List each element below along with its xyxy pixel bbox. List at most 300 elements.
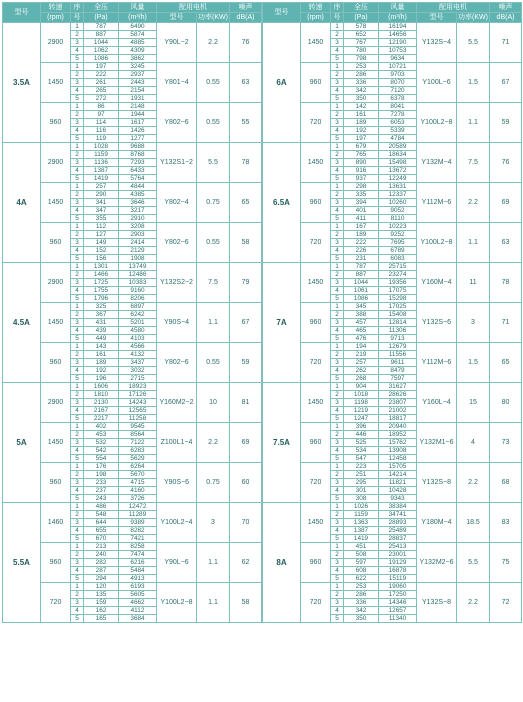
flow-cell: 2129 xyxy=(119,247,157,255)
seq-cell: 1 xyxy=(331,543,344,551)
pressure-cell: 162 xyxy=(84,607,119,615)
power-cell: 5.5 xyxy=(197,143,230,183)
seq-cell: 3 xyxy=(331,199,344,207)
motor-model-cell: Y100L−6 xyxy=(417,63,457,103)
pressure-cell: 2130 xyxy=(84,399,119,407)
flow-cell: 19356 xyxy=(379,279,417,287)
flow-cell: 12190 xyxy=(379,39,417,47)
table-row xyxy=(3,303,262,311)
speed-cell: 2900 xyxy=(41,143,71,183)
header-pressure-unit: (Pa) xyxy=(84,13,119,23)
seq-cell: 5 xyxy=(331,495,344,503)
fan-type: 4.5A xyxy=(3,263,41,383)
speed-cell: 1450 xyxy=(41,63,71,103)
noise-cell: 58 xyxy=(230,223,262,263)
flow-cell: 6897 xyxy=(119,303,157,311)
flow-cell: 4385 xyxy=(119,191,157,199)
flow-cell: 15298 xyxy=(379,295,417,303)
seq-cell: 1 xyxy=(331,263,344,271)
pressure-cell: 253 xyxy=(344,63,379,71)
seq-cell: 3 xyxy=(71,239,84,247)
motor-model-cell: Y132S−8 xyxy=(417,583,457,623)
seq-cell: 1 xyxy=(331,463,344,471)
pressure-cell: 355 xyxy=(84,215,119,223)
table-row xyxy=(3,223,262,231)
motor-model-cell: Y802−6 xyxy=(157,223,197,263)
header-noise: 噪声 xyxy=(230,3,262,13)
table-row xyxy=(3,383,262,391)
speed-cell: 1450 xyxy=(301,503,331,543)
seq-cell: 3 xyxy=(331,119,344,127)
motor-model-cell: Y180M−4 xyxy=(417,503,457,543)
flow-cell: 8479 xyxy=(379,367,417,375)
pressure-cell: 282 xyxy=(84,559,119,567)
seq-cell: 4 xyxy=(331,127,344,135)
table-row xyxy=(3,183,262,191)
flow-cell: 19129 xyxy=(379,559,417,567)
seq-cell: 2 xyxy=(331,151,344,159)
pressure-cell: 798 xyxy=(344,55,379,63)
flow-cell: 6216 xyxy=(119,559,157,567)
seq-cell: 5 xyxy=(71,55,84,63)
motor-model-cell: Y132S−8 xyxy=(417,463,457,503)
fan-type: 3.5A xyxy=(3,23,41,143)
speed-cell: 960 xyxy=(301,63,331,103)
flow-cell: 15119 xyxy=(379,575,417,583)
flow-cell: 25413 xyxy=(379,543,417,551)
flow-cell: 21002 xyxy=(379,407,417,415)
table-row xyxy=(263,103,522,111)
noise-cell: 78 xyxy=(230,143,262,183)
seq-cell: 5 xyxy=(71,415,84,423)
pressure-cell: 286 xyxy=(344,591,379,599)
seq-cell: 2 xyxy=(331,391,344,399)
pressure-cell: 152 xyxy=(84,247,119,255)
pressure-cell: 341 xyxy=(84,199,119,207)
seq-cell: 4 xyxy=(71,47,84,55)
header-speed-unit: (rpm) xyxy=(41,13,71,23)
flow-cell: 4844 xyxy=(119,183,157,191)
seq-cell: 4 xyxy=(71,367,84,375)
header-seq: 序 xyxy=(331,3,344,13)
flow-cell: 19060 xyxy=(379,583,417,591)
flow-cell: 9611 xyxy=(379,359,417,367)
seq-cell: 3 xyxy=(331,319,344,327)
seq-cell: 3 xyxy=(71,39,84,47)
seq-cell: 4 xyxy=(331,527,344,535)
speed-cell: 960 xyxy=(41,543,71,583)
flow-cell: 1617 xyxy=(119,119,157,127)
flow-cell: 15408 xyxy=(379,311,417,319)
pressure-cell: 1219 xyxy=(344,407,379,415)
seq-cell: 2 xyxy=(331,31,344,39)
pressure-cell: 262 xyxy=(344,367,379,375)
power-cell: 7.5 xyxy=(197,263,230,303)
header-row-1 xyxy=(3,3,262,13)
flow-cell: 9545 xyxy=(119,423,157,431)
flow-cell: 9703 xyxy=(379,71,417,79)
flow-cell: 12486 xyxy=(119,271,157,279)
seq-cell: 2 xyxy=(331,351,344,359)
seq-cell: 3 xyxy=(71,399,84,407)
flow-cell: 4580 xyxy=(119,327,157,335)
seq-cell: 4 xyxy=(331,87,344,95)
seq-cell: 4 xyxy=(71,527,84,535)
pressure-cell: 1466 xyxy=(84,271,119,279)
seq-cell: 2 xyxy=(71,271,84,279)
flow-cell: 12337 xyxy=(379,191,417,199)
seq-cell: 3 xyxy=(71,119,84,127)
pressure-cell: 350 xyxy=(344,95,379,103)
pressure-cell: 142 xyxy=(344,103,379,111)
seq-cell: 1 xyxy=(71,143,84,151)
flow-cell: 6789 xyxy=(379,247,417,255)
pressure-cell: 233 xyxy=(84,479,119,487)
pressure-cell: 1044 xyxy=(84,39,119,47)
speed-cell: 720 xyxy=(301,223,331,263)
pressure-cell: 1387 xyxy=(84,167,119,175)
fan-type: 7.5A xyxy=(263,383,301,503)
flow-cell: 25489 xyxy=(379,527,417,535)
pressure-cell: 451 xyxy=(344,543,379,551)
noise-cell: 69 xyxy=(230,423,262,463)
flow-cell: 10383 xyxy=(119,279,157,287)
speed-cell: 960 xyxy=(301,423,331,463)
pressure-cell: 534 xyxy=(344,447,379,455)
spec-table-left xyxy=(2,2,262,623)
motor-model-cell: Y100L2−8 xyxy=(417,223,457,263)
header-speed: 转速 xyxy=(301,3,331,13)
pressure-cell: 1419 xyxy=(344,535,379,543)
flow-cell: 9160 xyxy=(119,287,157,295)
pressure-cell: 765 xyxy=(344,151,379,159)
flow-cell: 3726 xyxy=(119,495,157,503)
motor-model-cell: Y90L−2 xyxy=(157,23,197,63)
seq-cell: 5 xyxy=(331,255,344,263)
flow-cell: 17126 xyxy=(119,391,157,399)
pressure-cell: 257 xyxy=(84,183,119,191)
seq-cell: 1 xyxy=(71,543,84,551)
power-cell: 5.5 xyxy=(457,543,490,583)
noise-cell: 65 xyxy=(230,183,262,223)
pressure-cell: 198 xyxy=(84,471,119,479)
speed-cell: 960 xyxy=(41,103,71,143)
pressure-cell: 347 xyxy=(84,207,119,215)
seq-cell: 1 xyxy=(331,103,344,111)
noise-cell: 75 xyxy=(490,543,522,583)
flow-cell: 17025 xyxy=(379,303,417,311)
pressure-cell: 578 xyxy=(344,23,379,31)
seq-cell: 2 xyxy=(71,511,84,519)
seq-cell: 4 xyxy=(71,447,84,455)
seq-cell: 1 xyxy=(71,303,84,311)
speed-cell: 1450 xyxy=(301,263,331,303)
pressure-cell: 112 xyxy=(84,223,119,231)
table-row xyxy=(263,583,522,591)
flow-cell: 8258 xyxy=(119,543,157,551)
pressure-cell: 1247 xyxy=(344,415,379,423)
seq-cell: 4 xyxy=(71,247,84,255)
table-row xyxy=(263,63,522,71)
seq-cell: 1 xyxy=(71,103,84,111)
seq-cell: 1 xyxy=(331,23,344,31)
pressure-cell: 156 xyxy=(84,255,119,263)
seq-cell: 1 xyxy=(71,423,84,431)
seq-cell: 4 xyxy=(331,287,344,295)
seq-cell: 5 xyxy=(331,415,344,423)
noise-cell: 70 xyxy=(230,503,262,543)
power-cell: 10 xyxy=(197,383,230,423)
seq-cell: 1 xyxy=(71,23,84,31)
pressure-cell: 767 xyxy=(344,39,379,47)
left-table xyxy=(2,2,261,623)
pressure-cell: 290 xyxy=(84,191,119,199)
speed-cell: 720 xyxy=(301,463,331,503)
seq-cell: 1 xyxy=(71,223,84,231)
header-seq: 序 xyxy=(71,3,84,13)
flow-cell: 15498 xyxy=(379,159,417,167)
seq-cell: 1 xyxy=(71,263,84,271)
speed-cell: 720 xyxy=(301,103,331,143)
seq-cell: 1 xyxy=(331,343,344,351)
pressure-cell: 213 xyxy=(84,543,119,551)
flow-cell: 10721 xyxy=(379,63,417,71)
speed-cell: 2900 xyxy=(41,23,71,63)
motor-model-cell: Y802−4 xyxy=(157,183,197,223)
pressure-cell: 298 xyxy=(344,183,379,191)
header-noise: 噪声 xyxy=(490,3,522,13)
noise-cell: 83 xyxy=(490,503,522,543)
pressure-cell: 1086 xyxy=(344,295,379,303)
power-cell: 4 xyxy=(457,423,490,463)
seq-cell: 2 xyxy=(331,591,344,599)
pressure-cell: 335 xyxy=(344,191,379,199)
pressure-cell: 149 xyxy=(84,239,119,247)
pressure-cell: 1026 xyxy=(344,503,379,511)
seq-cell: 5 xyxy=(71,375,84,383)
header-power: 功率(KW) xyxy=(198,14,228,21)
header-seq-2: 号 xyxy=(331,13,344,23)
flow-cell: 10428 xyxy=(379,487,417,495)
seq-cell: 4 xyxy=(71,327,84,335)
seq-cell: 4 xyxy=(331,407,344,415)
flow-cell: 28626 xyxy=(379,391,417,399)
table-row xyxy=(263,463,522,471)
speed-cell: 960 xyxy=(301,543,331,583)
seq-cell: 3 xyxy=(331,79,344,87)
pressure-cell: 197 xyxy=(344,135,379,143)
flow-cell: 9688 xyxy=(119,143,157,151)
pressure-cell: 388 xyxy=(344,311,379,319)
table-row xyxy=(3,63,262,71)
seq-cell: 5 xyxy=(71,135,84,143)
motor-model-cell: Y100L2−8 xyxy=(157,583,197,623)
pressure-cell: 265 xyxy=(84,87,119,95)
seq-cell: 3 xyxy=(71,519,84,527)
pressure-cell: 189 xyxy=(344,119,379,127)
table-row xyxy=(3,583,262,591)
noise-cell: 71 xyxy=(490,303,522,343)
speed-cell: 960 xyxy=(301,183,331,223)
pressure-cell: 548 xyxy=(84,511,119,519)
pressure-cell: 449 xyxy=(84,335,119,343)
table-row xyxy=(3,263,262,271)
pressure-cell: 916 xyxy=(344,167,379,175)
pressure-cell: 286 xyxy=(344,71,379,79)
table-row xyxy=(3,463,262,471)
pressure-cell: 644 xyxy=(84,519,119,527)
header-pressure: 全压 xyxy=(84,3,119,13)
power-cell: 1.1 xyxy=(197,543,230,583)
seq-cell: 5 xyxy=(331,295,344,303)
seq-cell: 2 xyxy=(331,511,344,519)
power-cell: 3 xyxy=(197,503,230,543)
flow-cell: 5484 xyxy=(119,567,157,575)
seq-cell: 5 xyxy=(331,535,344,543)
pressure-cell: 1301 xyxy=(84,263,119,271)
pressure-cell: 176 xyxy=(84,463,119,471)
header-pressure: 全压 xyxy=(344,3,379,13)
flow-cell: 6433 xyxy=(119,167,157,175)
flow-cell: 9634 xyxy=(379,55,417,63)
pressure-cell: 1159 xyxy=(84,151,119,159)
pressure-cell: 1419 xyxy=(84,175,119,183)
flow-cell: 11258 xyxy=(119,415,157,423)
seq-cell: 2 xyxy=(331,431,344,439)
flow-cell: 8110 xyxy=(379,215,417,223)
flow-cell: 13908 xyxy=(379,447,417,455)
pressure-cell: 476 xyxy=(344,335,379,343)
pressure-cell: 189 xyxy=(84,359,119,367)
flow-cell: 4132 xyxy=(119,351,157,359)
noise-cell: 79 xyxy=(230,263,262,303)
pressure-cell: 367 xyxy=(84,311,119,319)
seq-cell: 2 xyxy=(71,71,84,79)
pressure-cell: 192 xyxy=(344,127,379,135)
fan-type: 7A xyxy=(263,263,301,383)
motor-model-cell: Y801−4 xyxy=(157,63,197,103)
pressure-cell: 396 xyxy=(344,423,379,431)
flow-cell: 5605 xyxy=(119,591,157,599)
flow-cell: 18923 xyxy=(119,383,157,391)
flow-cell: 6193 xyxy=(119,583,157,591)
flow-cell: 10223 xyxy=(379,223,417,231)
flow-cell: 2910 xyxy=(119,215,157,223)
flow-cell: 2443 xyxy=(119,79,157,87)
header-flow-unit: (m³/h) xyxy=(119,13,157,23)
seq-cell: 3 xyxy=(71,279,84,287)
flow-cell: 8564 xyxy=(119,431,157,439)
noise-cell: 71 xyxy=(490,23,522,63)
pressure-cell: 1028 xyxy=(84,143,119,151)
seq-cell: 4 xyxy=(331,47,344,55)
seq-cell: 1 xyxy=(71,183,84,191)
table-row xyxy=(263,143,522,151)
table-row xyxy=(263,263,522,271)
pressure-cell: 542 xyxy=(84,447,119,455)
flow-cell: 2148 xyxy=(119,103,157,111)
seq-cell: 1 xyxy=(331,303,344,311)
pressure-cell: 411 xyxy=(344,215,379,223)
seq-cell: 3 xyxy=(71,159,84,167)
seq-cell: 5 xyxy=(71,575,84,583)
motor-model-cell: Y100L2−8 xyxy=(417,103,457,143)
power-cell: 0.55 xyxy=(197,63,230,103)
power-cell: 2.2 xyxy=(197,23,230,63)
header-noise-unit: dB(A) xyxy=(230,13,262,23)
flow-cell: 14656 xyxy=(379,31,417,39)
flow-cell: 10753 xyxy=(379,47,417,55)
table-row xyxy=(3,23,262,31)
table-row xyxy=(263,223,522,231)
speed-cell: 1450 xyxy=(41,183,71,223)
seq-cell: 2 xyxy=(71,551,84,559)
table-row xyxy=(263,423,522,431)
flow-cell: 5629 xyxy=(119,455,157,463)
motor-model-cell: Y160M−4 xyxy=(417,263,457,303)
speed-cell: 960 xyxy=(41,223,71,263)
header-motor-model: 型号 xyxy=(417,13,457,23)
flow-cell: 1908 xyxy=(119,255,157,263)
fan-type: 5.5A xyxy=(3,503,41,623)
pressure-cell: 402 xyxy=(84,423,119,431)
flow-cell: 1944 xyxy=(119,111,157,119)
noise-cell: 65 xyxy=(490,343,522,383)
flow-cell: 3862 xyxy=(119,55,157,63)
seq-cell: 5 xyxy=(331,455,344,463)
seq-cell: 2 xyxy=(71,151,84,159)
seq-cell: 5 xyxy=(71,95,84,103)
motor-model-cell: Y160L−4 xyxy=(417,383,457,423)
seq-cell: 3 xyxy=(71,359,84,367)
pressure-cell: 161 xyxy=(84,351,119,359)
fan-type: 6A xyxy=(263,23,301,143)
seq-cell: 4 xyxy=(71,167,84,175)
power-cell: 1.1 xyxy=(457,223,490,263)
pressure-cell: 194 xyxy=(344,343,379,351)
pressure-cell: 231 xyxy=(344,255,379,263)
noise-cell: 55 xyxy=(230,103,262,143)
flow-cell: 15705 xyxy=(379,463,417,471)
pressure-cell: 192 xyxy=(84,367,119,375)
flow-cell: 7474 xyxy=(119,551,157,559)
table-row xyxy=(263,23,522,31)
flow-cell: 4784 xyxy=(379,135,417,143)
flow-cell: 18817 xyxy=(379,415,417,423)
seq-cell: 4 xyxy=(331,207,344,215)
motor-model-cell: Y112M−6 xyxy=(417,183,457,223)
pressure-cell: 287 xyxy=(84,567,119,575)
power-cell: 0.55 xyxy=(197,103,230,143)
flow-cell: 9252 xyxy=(379,231,417,239)
pressure-cell: 222 xyxy=(344,239,379,247)
flow-cell: 4715 xyxy=(119,479,157,487)
pressure-cell: 294 xyxy=(84,575,119,583)
seq-cell: 3 xyxy=(331,599,344,607)
noise-cell: 68 xyxy=(490,463,522,503)
flow-cell: 9343 xyxy=(379,495,417,503)
table-row xyxy=(3,343,262,351)
header-noise-unit: dB(A) xyxy=(490,13,522,23)
seq-cell: 5 xyxy=(331,55,344,63)
flow-cell: 8070 xyxy=(379,79,417,87)
pressure-cell: 547 xyxy=(344,455,379,463)
seq-cell: 4 xyxy=(331,487,344,495)
seq-cell: 3 xyxy=(331,39,344,47)
flow-cell: 2715 xyxy=(119,375,157,383)
pressure-cell: 261 xyxy=(84,79,119,87)
seq-cell: 2 xyxy=(331,551,344,559)
